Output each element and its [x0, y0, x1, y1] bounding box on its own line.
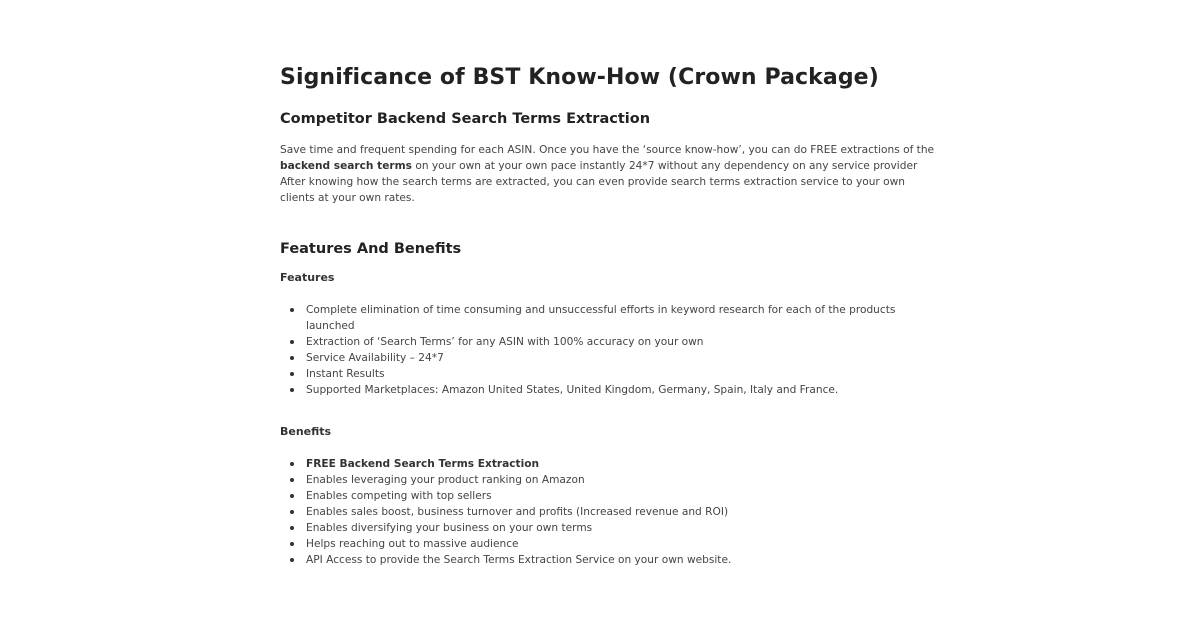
features-benefits-heading: Features And Benefits [280, 241, 462, 257]
page-title: Significance of BST Know-How (Crown Package) [280, 65, 879, 90]
list-item: Enables diversifying your business on your own terms [306, 520, 940, 536]
list-item: Service Availability – 24*7 [306, 350, 940, 366]
content-area [280, 62, 940, 568]
intro-text-3: After knowing how the search terms are extracted, you can even provide search terms extraction service to your own clients at your own rates. [280, 176, 906, 204]
benefits-list [280, 456, 940, 568]
bullet-icon [290, 340, 294, 344]
intro-text-1: Save time and frequent spending for each ASIN. Once you have the ‘source know-how’, you can do FREE extractions of the [280, 144, 935, 156]
bullet-icon [290, 510, 294, 514]
benefits-heading: Benefits [280, 425, 332, 438]
list-item: Complete elimination of time consuming and unsuccessful efforts in keyword research for each of the products launched [306, 302, 940, 334]
bullet-icon [290, 372, 294, 376]
list-item: API Access to provide the Search Terms Extraction Service on your own website. [306, 552, 940, 568]
features-heading: Features [280, 271, 335, 284]
list-item: Enables leveraging your product ranking on Amazon [306, 472, 940, 488]
list-item: Instant Results [306, 366, 940, 382]
bullet-icon [290, 388, 294, 392]
features-list [280, 302, 940, 398]
bullet-icon [290, 308, 294, 312]
bullet-icon [290, 558, 294, 562]
bullet-icon [290, 542, 294, 546]
bullet-icon [290, 356, 294, 360]
list-item: Enables competing with top sellers [306, 488, 940, 504]
list-item: FREE Backend Search Terms Extraction [306, 456, 940, 472]
bullet-icon [290, 462, 294, 466]
section-subtitle: Competitor Backend Search Terms Extraction [280, 111, 651, 127]
bullet-icon [290, 494, 294, 498]
bullet-icon [290, 478, 294, 482]
intro-bold-text: backend search terms [280, 160, 412, 172]
intro-text-2: on your own at your own pace instantly 24*7 without any dependency on any service provider [411, 160, 918, 172]
list-item: Helps reaching out to massive audience [306, 536, 940, 552]
intro-paragraph [280, 142, 940, 206]
list-item: Supported Marketplaces: Amazon United States, United Kingdom, Germany, Spain, Italy and France. [306, 382, 940, 398]
bullet-icon [290, 526, 294, 530]
list-item: Extraction of ‘Search Terms’ for any ASIN with 100% accuracy on your own [306, 334, 940, 350]
list-item: Enables sales boost, business turnover and profits (Increased revenue and ROI) [306, 504, 940, 520]
